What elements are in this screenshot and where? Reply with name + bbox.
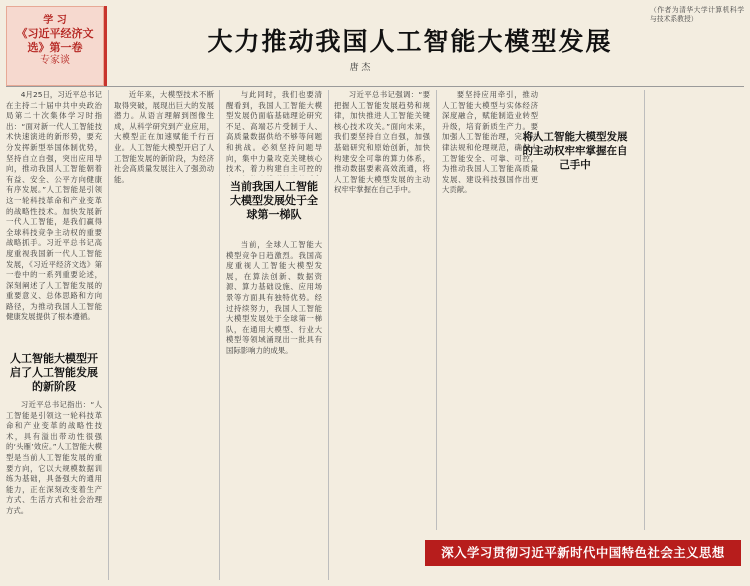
column-6-text: 习近平总书记强调：“要把握人工智能发展趋势和规律，加快推进人工智能关键核心技术攻关。”面向未来，我们要坚持自立自强，加强基础研究和原始创新，加快构建安全可靠的算力体系，推动数据要素高效流通，将人工智能大模型发展的主动权牢牢掌握在自己手中。 — [334, 90, 430, 195]
article-column-3-top — [226, 90, 322, 176]
column-4-text: 当前，全球人工智能大模型竞争日趋激烈。我国高度重视人工智能大模型发展，在算法创新、数据资源、算力基础设施、应用场景等方面具有独特优势。经过持续努力，我国人工智能大模型发展处于全球第一梯队，在通用大模型、行业大模型等领域涌现出一批具有国际影响力的成果。 — [226, 240, 322, 355]
column-separator — [328, 90, 329, 580]
column-7-text: 要坚持应用牵引，推动人工智能大模型与实体经济深度融合，赋能制造业转型升级，培育新质生产力。要加强人工智能治理，完善法律法规和伦理规范，确保人工智能安全、可靠、可控，为推动我国人工智能高质量发展、建设科技强国作出更大贡献。 — [442, 90, 538, 195]
headline: 大力推动我国人工智能大模型发展 — [207, 27, 613, 56]
author-note: （作者为清华大学计算机科学与技术系教授） — [650, 6, 744, 24]
article-column-2 — [114, 90, 214, 580]
column-3-text: 近年来，大模型技术不断取得突破，展现出巨大的发展潜力。从语言理解到图像生成，从科学研究到产业应用，大模型正在加速赋能千行百业。人工智能大模型开启了人工智能发展的新阶段，为经济社会高质量发展注入了强劲动能。 — [114, 90, 214, 184]
column-1-text: 4月25日，习近平总书记在主持二十届中共中央政治局第二十次集体学习时指出：“面对新一代人工智能技术快速演进的新形势，要充分发挥新型举国体制优势，坚持自立自强，突出应用导向，推动我国人工智能朝着有益、安全、公平方向健康有序发展。”人工智能是引领这一轮科技革命和产业变革的战略性技术。加快发展新一代人工智能，是我们赢得全球科技竞争主动权的重要战略抓手。习近平总书记高度重视我国新一代人工智能发展，《习近平经济文选》第一卷中的一系列重要论述，深刻阐述了人工智能发展的重要意义、总体思路和方向路径，为推动我国人工智能健康发展提供了根本遵循。 — [6, 90, 102, 322]
column-header — [6, 6, 104, 86]
column-separator — [436, 90, 437, 530]
right-column-continuation — [650, 6, 744, 506]
article-column-1b — [6, 400, 102, 580]
column-5-text: 与此同时，我们也要清醒看到，我国人工智能大模型发展仍面临基础理论研究不足、高端芯片受制于人、高质量数据供给不够等问题和挑战。必须坚持问题导向，集中力量攻克关键核心技术，着力构建自主可控的 — [226, 90, 322, 174]
subhead-2: 当前我国人工智能大模型发展处于全球第一梯队 — [230, 180, 318, 221]
article-column-1 — [6, 90, 102, 352]
subhead-1: 人工智能大模型开启了人工智能发展的新阶段 — [10, 352, 98, 393]
subhead-3: 将人工智能大模型发展的主动权牢牢掌握在自己手中 — [522, 131, 628, 171]
article-column-3 — [226, 240, 322, 580]
article-column-5 — [442, 90, 538, 530]
column-series: 专家谈 — [40, 55, 70, 66]
header-rule — [6, 86, 744, 87]
author-byline: 唐 杰 — [349, 63, 371, 73]
column-separator — [219, 90, 220, 580]
article-column-4 — [334, 90, 430, 580]
column-book-title: 《习近平经济文选》第一卷 — [16, 27, 94, 54]
column-separator — [108, 90, 109, 580]
column-header-accent — [104, 6, 107, 86]
column-tag: 学 习 — [43, 15, 67, 26]
column-separator — [644, 90, 645, 530]
slogan-banner: 深入学习贯彻习近平新时代中国特色社会主义思想 — [425, 540, 741, 566]
column-2-text: 习近平总书记指出：“人工智能是引领这一轮科技革命和产业变革的战略性技术，具有溢出带动性很强的‘头雁’效应。”人工智能大模型是当前人工智能发展的重要方向，它以大规模数据训练为基础，具备强大的通用能力，正在深刻改变着生产方式、生活方式和社会治理方式。 — [6, 400, 102, 515]
